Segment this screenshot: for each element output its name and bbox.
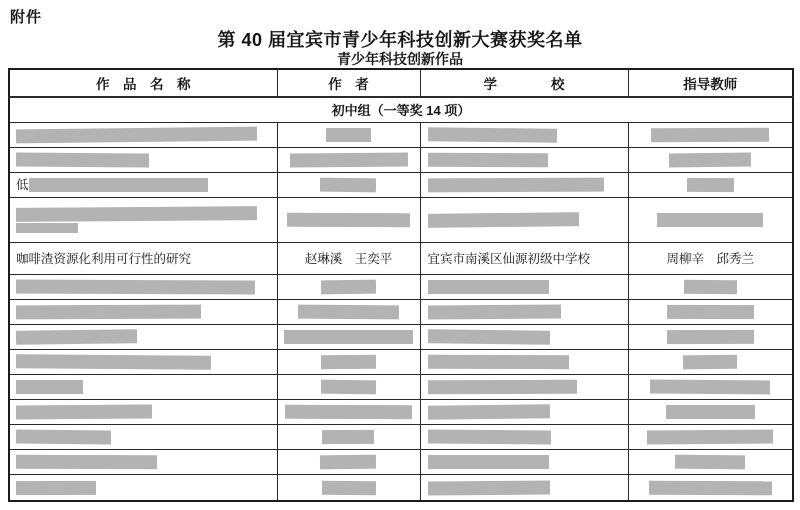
work-name-cell — [9, 400, 277, 425]
redacted-entry — [633, 305, 789, 319]
visible-text-fragment: 低 — [16, 177, 29, 192]
work-name-cell — [9, 274, 277, 299]
redacted-entry — [282, 280, 416, 294]
redacted-entry — [16, 207, 273, 221]
table-row — [9, 172, 793, 197]
redacted-entry — [282, 305, 416, 319]
redacted-entry — [428, 405, 624, 419]
redaction-box — [675, 455, 745, 470]
column-header-authors: 作 者 — [277, 69, 420, 97]
redacted-entry — [16, 330, 273, 344]
work-name-cell — [9, 375, 277, 400]
authors-cell — [277, 122, 420, 147]
teachers-cell — [628, 425, 793, 450]
teachers-cell — [628, 324, 793, 349]
school-cell — [420, 475, 628, 501]
table-row — [9, 324, 793, 349]
work-name-cell — [9, 147, 277, 172]
redaction-box — [284, 330, 414, 344]
redaction-box — [16, 223, 78, 233]
work-name-cell — [9, 197, 277, 242]
redacted-entry — [633, 128, 789, 142]
redacted-entry — [16, 305, 273, 319]
redacted-entry — [633, 430, 789, 444]
redaction-box — [428, 280, 550, 294]
redacted-entry — [16, 280, 273, 294]
redacted-entry — [16, 128, 273, 142]
authors-cell — [277, 475, 420, 501]
teachers-cell — [628, 172, 793, 197]
redaction-box — [649, 480, 772, 494]
redacted-entry — [633, 455, 789, 469]
school-cell — [420, 197, 628, 242]
redaction-box — [427, 430, 551, 445]
redaction-box — [666, 405, 755, 419]
awards-table-rows — [9, 97, 793, 501]
redaction-box — [427, 355, 568, 370]
redacted-entry — [633, 355, 789, 369]
school-cell — [420, 324, 628, 349]
redaction-box — [321, 279, 376, 294]
table-row — [9, 475, 793, 501]
redaction-box — [684, 279, 737, 294]
redaction-box — [427, 405, 549, 420]
redaction-box — [16, 279, 255, 294]
redaction-box — [289, 152, 407, 167]
column-header-teachers: 指导教师 — [628, 69, 793, 97]
redacted-entry — [282, 405, 416, 419]
work-name-cell — [9, 450, 277, 475]
redaction-box — [29, 178, 209, 192]
redacted-entry — [428, 178, 624, 192]
redacted-entry — [428, 330, 624, 344]
work-name-cell — [9, 475, 277, 501]
redacted-entry — [428, 128, 624, 142]
authors-cell — [277, 274, 420, 299]
redaction-box — [427, 480, 549, 495]
authors-cell — [277, 147, 420, 172]
redaction-box — [16, 455, 157, 470]
redaction-box — [16, 305, 201, 320]
redaction-box — [16, 354, 211, 369]
table-row — [9, 274, 793, 299]
redacted-entry — [428, 481, 624, 495]
attachment-label: 附件 — [10, 9, 43, 26]
school-cell — [420, 122, 628, 147]
redaction-box — [285, 405, 412, 419]
redaction-box — [287, 213, 410, 227]
redacted-entry — [16, 430, 273, 444]
redacted-entry — [633, 330, 789, 344]
redaction-box — [687, 178, 734, 192]
page-title: 第 40 届宜宾市青少年科技创新大赛获奖名单 — [217, 30, 583, 50]
authors-cell — [277, 350, 420, 375]
redacted-entry — [428, 355, 624, 369]
teachers-cell — [628, 375, 793, 400]
teachers-cell — [628, 122, 793, 147]
column-header-work-name: 作 品 名 称 — [9, 69, 277, 97]
redacted-entry — [16, 223, 273, 233]
authors-cell — [277, 299, 420, 324]
redacted-entry — [633, 380, 789, 394]
redacted-entry — [633, 178, 789, 192]
work-name-cell — [9, 122, 277, 147]
table-row — [9, 400, 793, 425]
redaction-box — [16, 152, 149, 167]
work-name-cell: 咖啡渣资源化利用可行性的研究 — [9, 242, 277, 274]
teachers-cell — [628, 274, 793, 299]
redaction-box — [427, 380, 576, 395]
teachers-cell — [628, 299, 793, 324]
table-row — [9, 450, 793, 475]
school-cell — [420, 299, 628, 324]
redaction-box — [669, 152, 752, 167]
teachers-cell: 周柳辛 邱秀兰 — [628, 242, 793, 274]
redaction-box — [427, 152, 547, 166]
authors-cell — [277, 400, 420, 425]
redacted-entry — [282, 355, 416, 369]
work-name-cell — [9, 172, 277, 197]
work-name-cell — [9, 324, 277, 349]
group-header-row — [9, 97, 793, 122]
redacted-entry — [282, 213, 416, 227]
redaction-box — [650, 380, 770, 395]
redaction-box — [667, 330, 754, 344]
table-row — [9, 425, 793, 450]
authors-cell — [277, 375, 420, 400]
redaction-box — [322, 481, 376, 495]
school-cell: 宜宾市南溪区仙源初级中学校 — [420, 242, 628, 274]
redaction-box — [322, 430, 374, 444]
teachers-cell — [628, 350, 793, 375]
redaction-box — [16, 380, 83, 394]
redaction-box — [320, 455, 376, 470]
authors-cell — [277, 197, 420, 242]
redacted-entry — [428, 305, 624, 319]
work-name-cell — [9, 299, 277, 324]
work-name-cell — [9, 350, 277, 375]
redacted-entry — [16, 405, 273, 419]
redaction-box — [298, 304, 399, 319]
redaction-box — [657, 213, 763, 227]
redacted-entry — [428, 213, 624, 227]
redaction-box — [427, 127, 557, 142]
table-row — [9, 147, 793, 172]
school-cell — [420, 400, 628, 425]
redacted-entry — [282, 128, 416, 142]
redacted-entry — [428, 153, 624, 167]
redacted-entry — [282, 330, 416, 344]
redaction-box — [647, 430, 773, 445]
redacted-entry — [282, 430, 416, 444]
table-row — [9, 197, 793, 242]
redacted-entry — [428, 280, 624, 294]
teachers-cell — [628, 197, 793, 242]
redacted-entry — [16, 153, 273, 167]
school-cell — [420, 172, 628, 197]
school-cell — [420, 450, 628, 475]
redacted-entry — [282, 153, 416, 167]
redacted-entry — [633, 481, 789, 495]
school-cell — [420, 274, 628, 299]
column-header-school: 学 校 — [420, 69, 628, 97]
redacted-entry — [16, 380, 273, 394]
redacted-entry — [16, 355, 273, 369]
table-header-row — [9, 69, 793, 97]
authors-cell — [277, 324, 420, 349]
school-cell — [420, 147, 628, 172]
redaction-box — [16, 126, 257, 143]
redacted-entry — [282, 178, 416, 192]
redacted-entry — [282, 455, 416, 469]
redaction-box — [16, 430, 111, 445]
awards-table — [8, 68, 794, 502]
redaction-box — [16, 329, 137, 344]
redacted-entry — [428, 455, 624, 469]
table-row — [9, 299, 793, 324]
work-name-cell — [9, 425, 277, 450]
authors-cell — [277, 450, 420, 475]
redaction-box — [427, 329, 549, 344]
table-row — [9, 242, 793, 274]
teachers-cell — [628, 450, 793, 475]
redacted-entry — [633, 280, 789, 294]
redaction-box — [427, 304, 560, 319]
redacted-entry — [633, 213, 789, 227]
redaction-box — [427, 212, 578, 228]
redaction-box — [428, 455, 550, 469]
redacted-entry — [428, 430, 624, 444]
redaction-box — [16, 206, 257, 222]
redacted-entry — [282, 380, 416, 394]
school-cell — [420, 350, 628, 375]
redacted-entry — [16, 178, 273, 192]
group-header-label: 初中组（一等奖 14 项） — [9, 97, 793, 122]
page-subtitle: 青少年科技创新作品 — [337, 51, 463, 67]
authors-cell: 赵琳溪 王奕平 — [277, 242, 420, 274]
school-cell — [420, 425, 628, 450]
teachers-cell — [628, 400, 793, 425]
redacted-entry — [16, 481, 273, 495]
redaction-box — [16, 481, 96, 495]
redacted-entry — [428, 380, 624, 394]
school-cell — [420, 375, 628, 400]
redacted-entry — [633, 405, 789, 419]
redaction-box — [16, 405, 152, 420]
redaction-box — [320, 177, 376, 192]
redaction-box — [683, 355, 738, 370]
redaction-box — [321, 355, 376, 369]
authors-cell — [277, 425, 420, 450]
authors-cell — [277, 172, 420, 197]
redacted-entry — [633, 153, 789, 167]
redaction-box — [651, 127, 769, 141]
redaction-box — [667, 305, 754, 319]
redaction-box — [321, 380, 376, 395]
redaction-box — [427, 177, 603, 192]
redaction-box — [326, 128, 370, 142]
teachers-cell — [628, 147, 793, 172]
table-row — [9, 350, 793, 375]
teachers-cell — [628, 475, 793, 501]
table-row — [9, 122, 793, 147]
table-row — [9, 375, 793, 400]
redacted-entry — [282, 481, 416, 495]
redacted-entry — [16, 455, 273, 469]
